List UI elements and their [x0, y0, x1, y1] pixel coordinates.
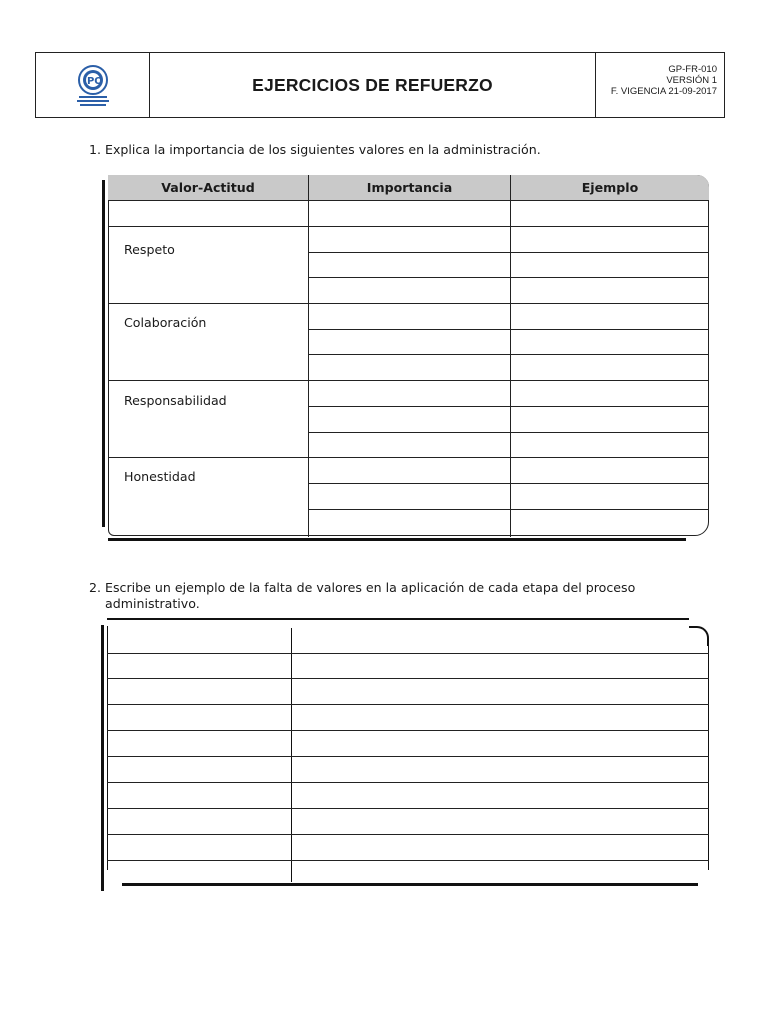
svg-text:IPO: IPO	[82, 76, 103, 87]
table-row	[308, 406, 709, 407]
value-responsabilidad: Responsabilidad	[124, 393, 227, 408]
table-row	[308, 354, 709, 355]
table-row	[107, 730, 709, 731]
table-row	[107, 653, 709, 654]
table-row	[107, 834, 709, 835]
question-2-line1: Escribe un ejemplo de la falta de valores en la aplicación de cada etapa del proceso	[105, 580, 636, 595]
document-meta	[596, 53, 724, 117]
table2-right-border	[708, 640, 709, 870]
table-row	[108, 303, 709, 304]
table1-left-bar	[102, 180, 105, 527]
values-table	[108, 175, 709, 537]
table-row	[308, 483, 709, 484]
document-code: GP-FR-010	[668, 64, 717, 75]
table-row	[308, 329, 709, 330]
document-header	[35, 52, 725, 118]
document-validity-date: F. VIGENCIA 21-09-2017	[610, 86, 717, 97]
table1-bottom-bar	[108, 538, 686, 541]
logo-cell	[36, 53, 150, 117]
values-table-frame	[108, 175, 709, 536]
value-colaboracion: Colaboración	[124, 315, 207, 330]
table-row	[108, 457, 709, 458]
table-row	[308, 432, 709, 433]
table2-bottom-bar	[122, 883, 698, 886]
document-version: VERSIÓN 1	[666, 75, 717, 86]
table-row	[107, 860, 709, 861]
question-2-number: 2.	[89, 580, 102, 595]
header-valor-actitud: Valor-Actitud	[161, 180, 255, 195]
table2-top-border	[107, 618, 689, 620]
table-row	[107, 782, 709, 783]
table-row	[107, 808, 709, 809]
table-row	[107, 678, 709, 679]
document-title: EJERCICIOS DE REFUERZO	[252, 74, 493, 95]
table-row	[107, 704, 709, 705]
value-honestidad: Honestidad	[124, 469, 196, 484]
table-row	[308, 509, 709, 510]
table-row	[308, 277, 709, 278]
values-table-header	[108, 175, 709, 201]
question-2	[89, 580, 689, 612]
institution-logo	[70, 62, 116, 108]
question-1: 1. Explica la importancia de los siguientes valores en la administración.	[89, 142, 541, 157]
table-row	[108, 380, 709, 381]
column-divider	[291, 628, 292, 882]
table2-left-bar	[101, 625, 104, 891]
table-row	[108, 226, 709, 227]
question-2-line2: administrativo.	[105, 596, 200, 611]
table-row	[308, 252, 709, 253]
value-respeto: Respeto	[124, 242, 175, 257]
table2-corner	[689, 626, 709, 646]
header-ejemplo: Ejemplo	[510, 175, 709, 200]
title-cell	[150, 53, 596, 117]
header-importancia: Importancia	[308, 175, 510, 200]
table-row	[107, 756, 709, 757]
process-stages-table	[107, 618, 709, 886]
